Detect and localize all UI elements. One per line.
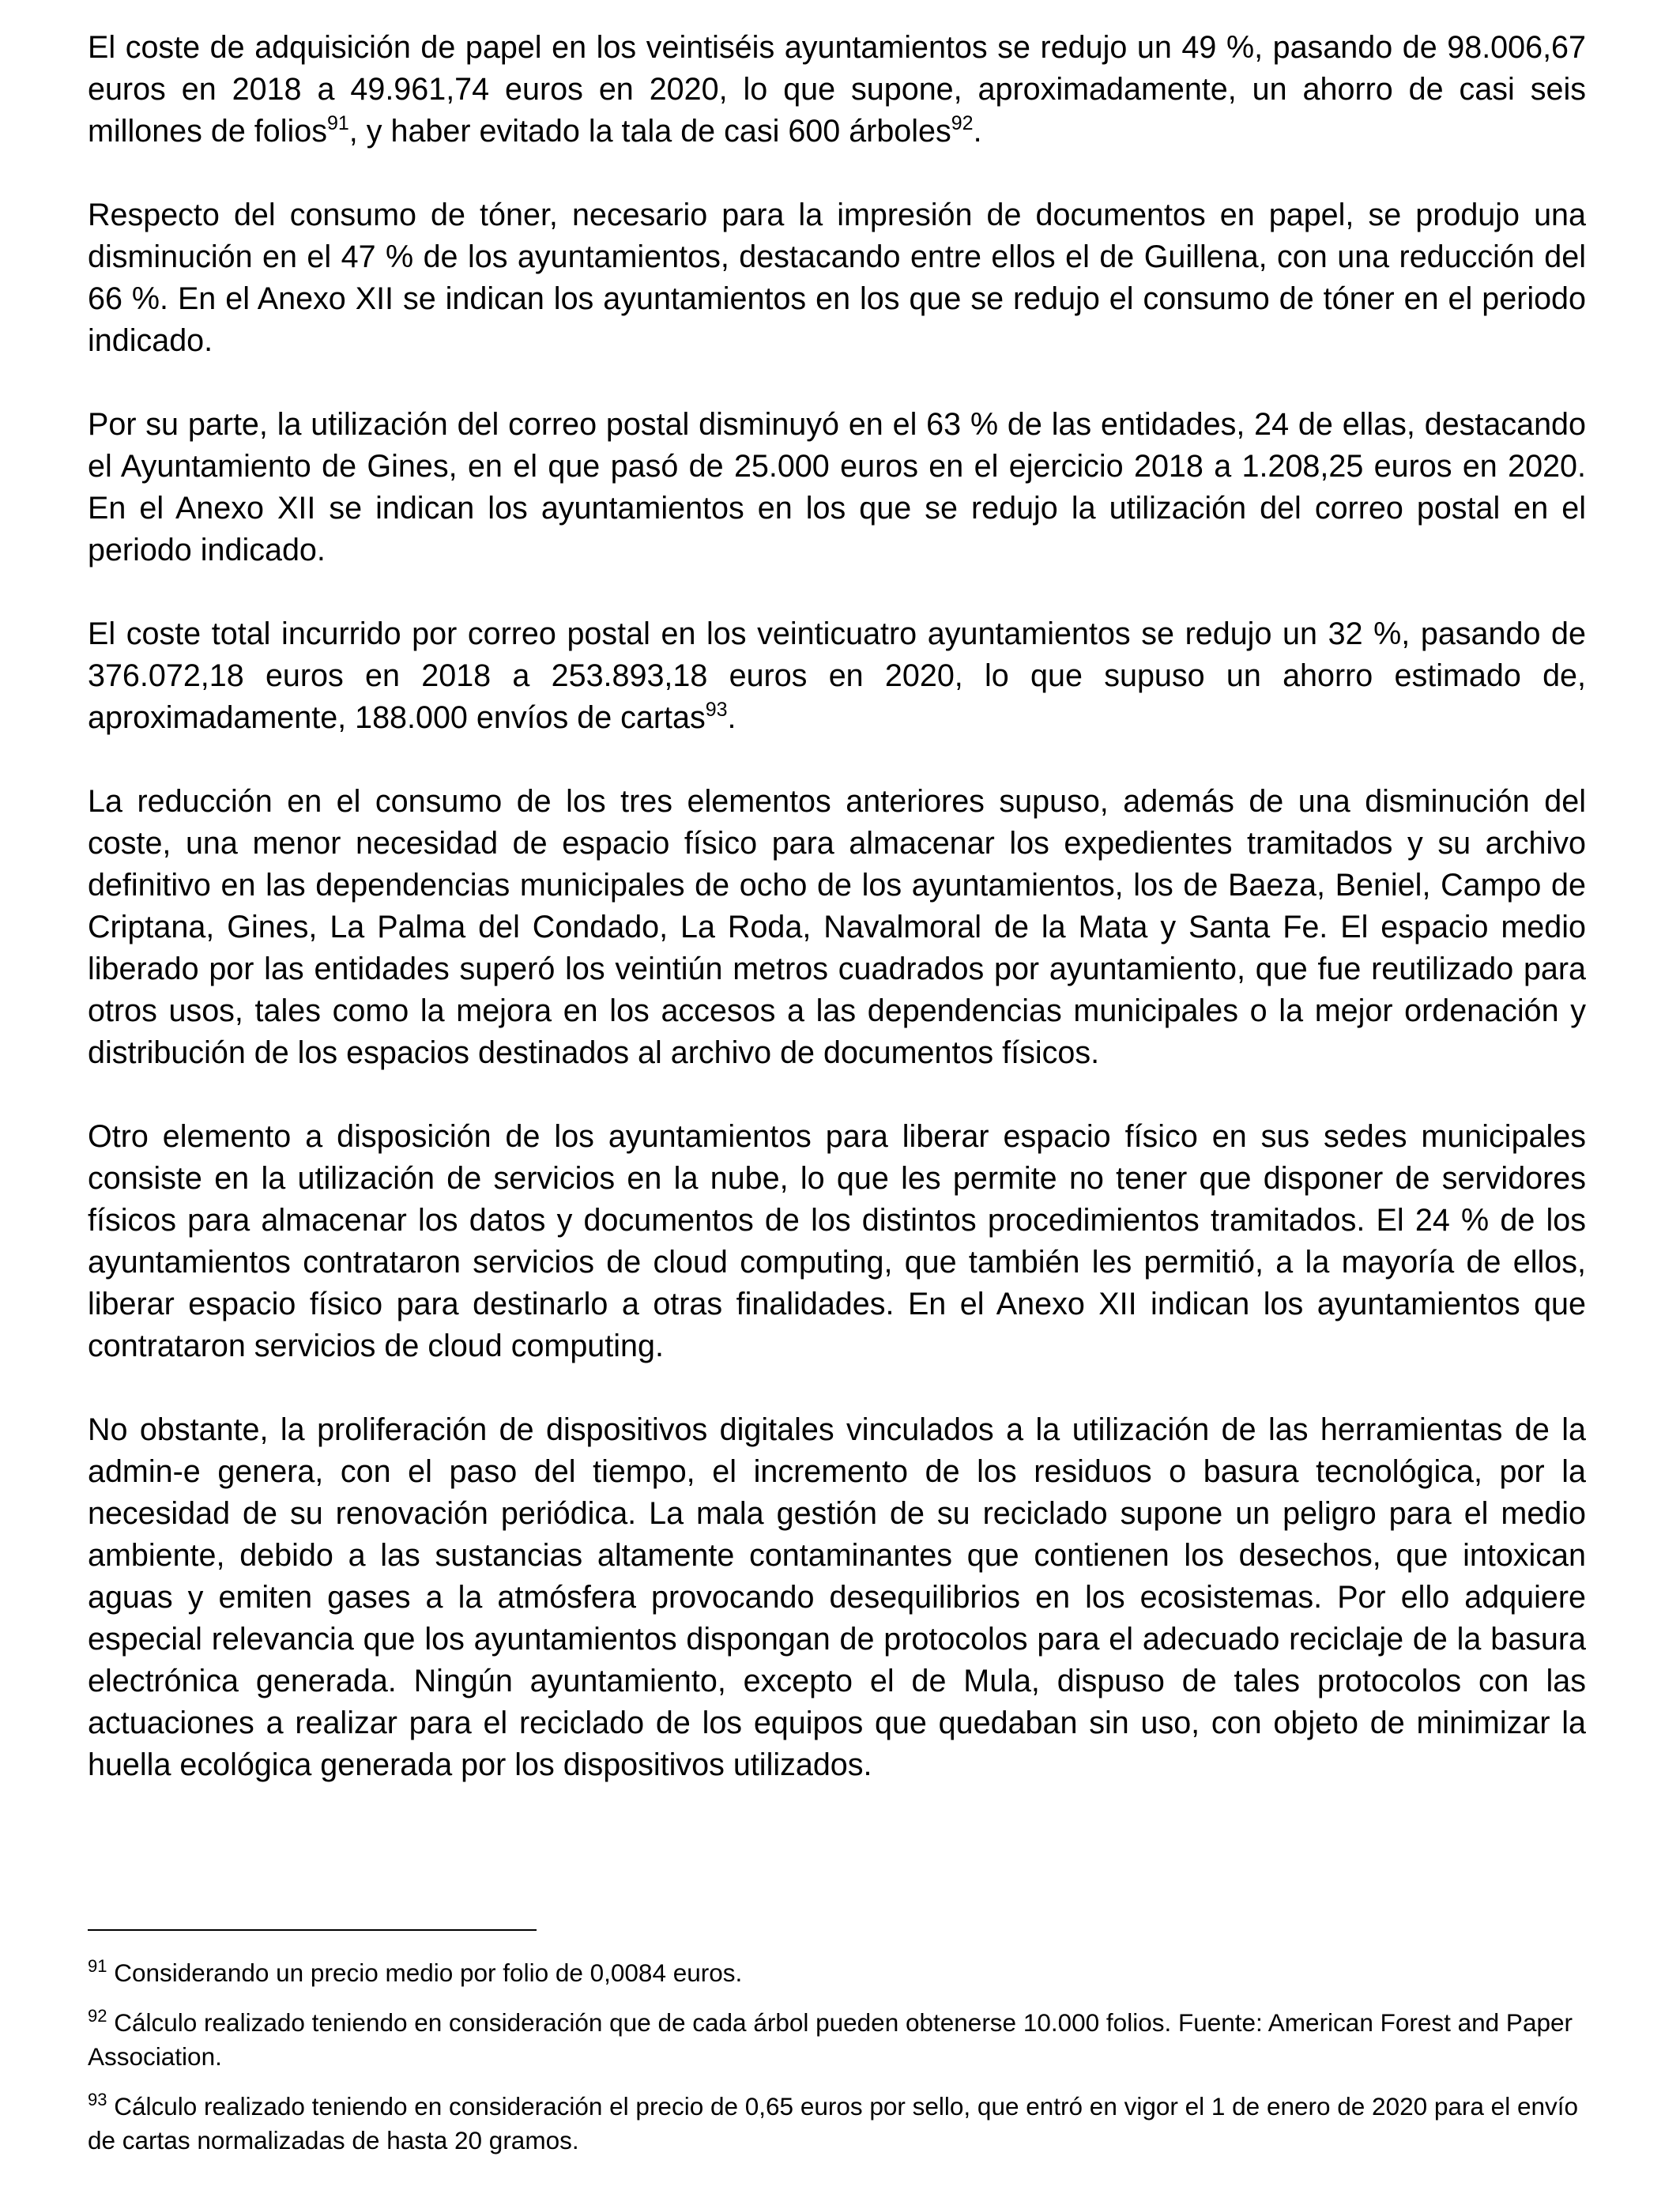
footnote-ref-92[interactable]: 92 [951,112,974,134]
paragraph-paper-cost [88,27,1586,153]
footnote-ref-93[interactable]: 93 [705,699,728,721]
footnote-number: 93 [88,2090,107,2109]
paragraph-postal-cost [88,613,1586,739]
footnotes [88,1956,1586,2173]
paragraph-text: . [973,114,982,149]
paragraph-electronic-waste: No obstante, la proliferación de dispositivos digitales vinculados a la utilización de las herramientas de la admin-e genera, con el paso del tiempo, el incremento de los residuos o basura tecnológica, por la necesidad de su renovación periódica. La mala gestión de su reciclado supone un peligro para el medio ambiente, debido a las sustancias altamente contaminantes que contienen los desechos, que intoxican aguas y emiten gases a la atmósfera provocando desequilibrios en los ecosistemas. Por ello adquiere especial relevancia que los ayuntamientos dispongan de protocolos para el adecuado reciclaje de la basura electrónica generada. Ningún ayuntamiento, excepto el de Mula, dispuso de tales protocolos con las actuaciones a realizar para el reciclado de los equipos que quedaban sin uso, con objeto de minimizar la huella ecológica generada por los dispositivos utilizados. [88,1412,1586,1782]
document-body [88,27,1586,1828]
paragraph-postal-mail: Por su parte, la utilización del correo postal disminuyó en el 63 % de las entidades, 24 de ellas, destacando el Ayuntamiento de Gines, en el que pasó de 25.000 euros en el ejercicio 2018 a 1.208,25 euros en 2020. En el Anexo XII se indican los ayuntamientos en los que se redujo la utilización del correo postal en el periodo indicado. [88,407,1586,567]
footnote-ref-91[interactable]: 91 [326,112,349,134]
footnote-text: Cálculo realizado teniendo en consideración que de cada árbol pueden obtenerse 10.000 folios. Fuente: American Forest and Paper Association. [88,2008,1573,2071]
footnote-text: Considerando un precio medio por folio de 0,0084 euros. [114,1958,743,1987]
paragraph-text: , y haber evitado la tala de casi 600 árboles [348,114,951,149]
paragraph-text: . [727,700,736,735]
footnote-92 [88,2006,1586,2074]
footnote-text: Cálculo realizado teniendo en consideración el precio de 0,65 euros por sello, que entró en vigor el 1 de enero de 2020 para el envío de cartas normalizadas de hasta 20 gramos. [88,2092,1578,2154]
footnote-separator [88,1929,537,1931]
footnote-93 [88,2090,1586,2158]
footnote-91 [88,1956,1586,1990]
footnote-number: 92 [88,2006,107,2026]
paragraph-toner: Respecto del consumo de tóner, necesario para la impresión de documentos en papel, se produjo una disminución en el 47 % de los ayuntamientos, destacando entre ellos el de Guillena, con una reducción del 66 %. En el Anexo XII se indican los ayuntamientos en los que se redujo el consumo de tóner en el periodo indicado. [88,198,1586,358]
paragraph-text: El coste total incurrido por correo postal en los veinticuatro ayuntamientos se redujo un 32 %, pasando de 376.072,18 euros en 2018 a 253.893,18 euros en 2020, lo que supuso un ahorro estimado de, aproximadamente, 188.000 envíos de cartas [88,616,1586,735]
paragraph-cloud-computing: Otro elemento a disposición de los ayuntamientos para liberar espacio físico en sus sedes municipales consiste en la utilización de servicios en la nube, lo que les permite no tener que disponer de servidores físicos para almacenar los datos y documentos de los distintos procedimientos tramitados. El 24 % de los ayuntamientos contrataron servicios de cloud computing, que también les permitió, a la mayoría de ellos, liberar espacio físico para destinarlo a otras finalidades. En el Anexo XII indican los ayuntamientos que contrataron servicios de cloud computing. [88,1119,1586,1363]
paragraph-physical-space: La reducción en el consumo de los tres elementos anteriores supuso, además de una disminución del coste, una menor necesidad de espacio físico para almacenar los expedientes tramitados y su archivo definitivo en las dependencias municipales de ocho de los ayuntamientos, los de Baeza, Beniel, Campo de Criptana, Gines, La Palma del Condado, La Roda, Navalmoral de la Mata y Santa Fe. El espacio medio liberado por las entidades superó los veintiún metros cuadrados por ayuntamiento, que fue reutilizado para otros usos, tales como la mejora en los accesos a las dependencias municipales o la mejor ordenación y distribución de los espacios destinados al archivo de documentos físicos. [88,784,1586,1070]
paragraph-text: El coste de adquisición de papel en los veintiséis ayuntamientos se redujo un 49 %, pasando de 98.006,67 euros en 2018 a 49.961,74 euros en 2020, lo que supone, aproximadamente, un ahorro de casi seis millones de folios [88,30,1586,149]
footnote-number: 91 [88,1956,107,1976]
